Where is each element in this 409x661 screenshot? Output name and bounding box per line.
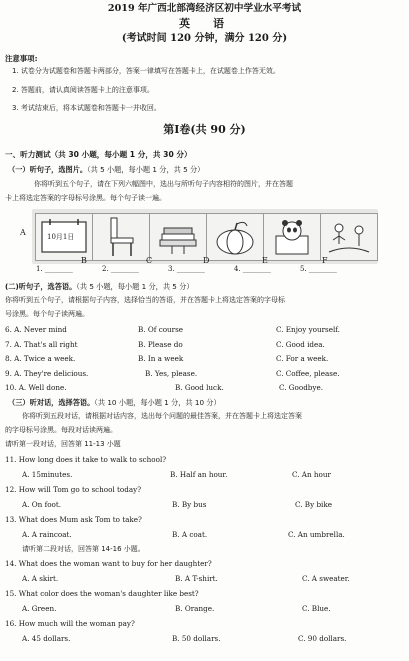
- picture-a: [35, 213, 93, 261]
- picture-label-e: E: [262, 256, 268, 265]
- q7-option-b: B. Please do: [138, 340, 183, 349]
- section3-instruction-1: 你将听到五段对话，请根据对话内容，选出每个问题的最佳答案，并在答题卡上将选定答案: [22, 412, 302, 420]
- section2-heading-line: [5, 282, 194, 291]
- section1-instruction-2: 卡上将选定答案的字母标号涂黑。每个句子读一遍。: [5, 194, 166, 202]
- answer-blank-4: 4. ________: [234, 265, 271, 273]
- q13-option-a: A. A raincoat.: [22, 530, 72, 539]
- picture-label-a: A: [20, 228, 26, 237]
- dialog1-intro: 请听第一段对话，回答第 11-13 小题: [5, 440, 121, 448]
- answer-blank-1: 1. ________: [36, 265, 73, 273]
- note-item-3: 3. 考试结束后，将本试题卷和答题卡一并收回。: [12, 104, 161, 112]
- section3-score: （共 10 小题，每小题 1 分，共 10 分）: [94, 398, 221, 407]
- section2-instruction-1: 你将听到五个句子，请根据句子内容，选择恰当的答语，并在答题卡上将选定答案的字母标: [5, 296, 285, 304]
- note-item-2: 2. 答题前，请认真阅读答题卡上的注意事项。: [12, 86, 154, 94]
- q15-option-b: B. Orange.: [175, 604, 215, 613]
- q16-question: 16. How much will the woman pay?: [5, 619, 135, 628]
- notes-heading: 注意事项:: [5, 54, 38, 63]
- q10-option-a: 10. A. Well done.: [5, 383, 67, 392]
- picture-label-c: C: [146, 256, 153, 265]
- chair-icon: [93, 214, 149, 260]
- q11-option-a: A. 15minutes.: [22, 470, 73, 479]
- subject-title: 英 语: [179, 17, 230, 30]
- q14-option-c: C. A sweater.: [302, 574, 350, 583]
- picture-d: [206, 213, 264, 261]
- q12-question: 12. How will Tom go to school today?: [5, 485, 142, 494]
- answer-blank-5: 5. ________: [300, 265, 337, 273]
- q11-option-c: C. An hour: [292, 470, 331, 479]
- section2-heading: (二)听句子，选答语。: [5, 282, 77, 291]
- q14-option-a: A. A skirt.: [22, 574, 59, 583]
- q13-question: 13. What does Mum ask Tom to take?: [5, 515, 142, 524]
- exam-info: (考试时间 120 分钟，满分 120 分): [121, 33, 288, 44]
- q8-option-c: C. For a week.: [276, 354, 329, 363]
- q15-option-c: C. Blue.: [302, 604, 331, 613]
- q14-question: 14. What does the woman want to buy for her daughter?: [5, 559, 212, 568]
- q14-option-b: B. A T-shirt.: [175, 574, 218, 583]
- picture-f: [320, 213, 378, 261]
- q6-option-a: 6. A. Never mind: [5, 325, 67, 334]
- q16-option-b: B. 50 dollars.: [172, 634, 221, 643]
- picture-e: [263, 213, 321, 261]
- calendar-date: 10月1日: [47, 233, 75, 241]
- section3-instruction-2: 的字母标号涂黑。每段对话读两遍。: [5, 426, 117, 434]
- q11-question: 11. How long does it take to walk to school?: [5, 455, 167, 464]
- q16-option-c: C. 90 dollars.: [298, 634, 347, 643]
- q9-option-a: 9. A. They're delicious.: [5, 369, 89, 378]
- q15-option-a: A. Green.: [22, 604, 57, 613]
- q6-option-b: B. Of course: [138, 325, 184, 334]
- volume-title: 第Ⅰ卷(共 90 分): [163, 123, 246, 136]
- q10-option-b: B. Good luck.: [175, 383, 224, 392]
- q9-option-b: B. Yes, please.: [145, 369, 198, 378]
- answer-blank-2: 2. ________: [102, 265, 139, 273]
- panda-icon: [264, 214, 320, 260]
- q10-option-c: C. Goodbye.: [279, 383, 324, 392]
- section2-instruction-2: 号涂黑。每个句子读两遍。: [5, 310, 89, 318]
- q13-option-c: C. An umbrella.: [288, 530, 345, 539]
- picture-c: [149, 213, 207, 261]
- section1-instruction-1: 你将听到五个句子，请在下列六幅图中，选出与所听句子内容相符的图片，并在答题: [34, 180, 293, 188]
- q7-option-a: 7. A. That's all right: [5, 340, 78, 349]
- section3-heading-line: [8, 398, 221, 407]
- q6-option-c: C. Enjoy yourself.: [276, 325, 340, 334]
- picture-b: [92, 213, 150, 261]
- section1-score: （共 5 小题，每小题 1 分，共 5 分）: [87, 165, 205, 174]
- exam-title: 2019 年广西北部湾经济区初中学业水平考试: [107, 3, 302, 14]
- dialog2-intro: 请听第二段对话，回答第 14-16 小题。: [22, 545, 145, 553]
- note-item-1: 1. 试卷分为试题卷和答题卡两部分，答案一律填写在答题卡上，在试题卷上作答无效。: [12, 67, 280, 75]
- q7-option-c: C. Good idea.: [276, 340, 325, 349]
- section1-heading: （一）听句子，选图片。: [8, 165, 88, 174]
- q8-option-a: 8. A. Twice a week.: [5, 354, 76, 363]
- q15-question: 15. What color does the woman's daughter like best?: [5, 589, 199, 598]
- answer-blank-3: 3. ________: [168, 265, 205, 273]
- section3-heading: （三）听对话，选择答语。: [8, 398, 95, 407]
- q16-option-a: A. 45 dollars.: [22, 634, 71, 643]
- pumpkin-icon: [207, 214, 263, 260]
- q9-option-c: C. Coffee, please.: [276, 369, 340, 378]
- q13-option-b: B. A coat.: [172, 530, 208, 539]
- picture-label-b: B: [81, 256, 87, 265]
- q12-option-b: B. By bus: [172, 500, 207, 509]
- section1-heading-line: [8, 165, 204, 174]
- picture-label-f: F: [322, 256, 328, 265]
- children-playing-icon: [321, 214, 377, 260]
- q12-option-a: A. On foot.: [22, 500, 62, 509]
- q8-option-b: B. In a week: [138, 354, 184, 363]
- part1-heading: 一、听力测试（共 30 小题，每小题 1 分，共 30 分）: [5, 150, 192, 159]
- books-icon: [150, 214, 206, 260]
- q12-option-c: C. By bike: [295, 500, 332, 509]
- picture-label-d: D: [203, 256, 210, 265]
- section2-score: （共 5 小题，每小题 1 分，共 5 分）: [76, 282, 194, 291]
- q11-option-b: B. Half an hour.: [170, 470, 228, 479]
